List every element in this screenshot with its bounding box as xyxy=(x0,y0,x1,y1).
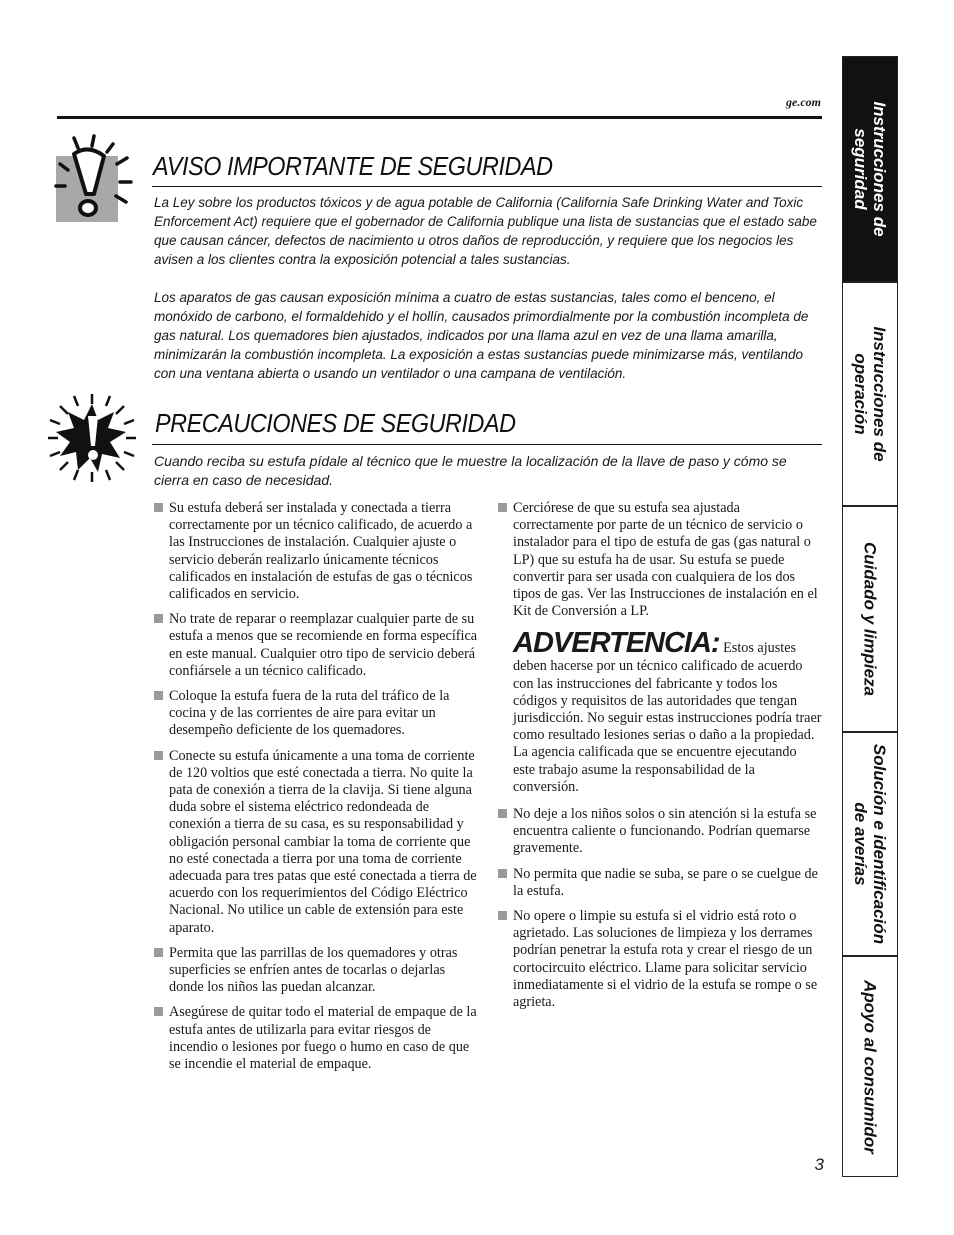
warning-block xyxy=(498,628,822,796)
warning-label: ADVERTENCIA: xyxy=(513,627,720,660)
tab-label: Solución e identificación de averías xyxy=(851,743,889,945)
list-item: Asegúrese de quitar todo el material de empaque de la estufa antes de utilizarla para evitar riesgos de incendio o lesiones por fuego o humo en caso de que se incendie el material de empaque. xyxy=(154,1004,480,1073)
tab-operating-instructions[interactable] xyxy=(842,282,898,506)
notice-paragraph-1: La Ley sobre los productos tóxicos y de agua potable de California (California Safe Drinking Water and Toxic Enforcement Act) requiere que el gobernador de California publique una lista de sustancias que el estado sabe que causan cáncer, defectos de nacimiento u otros daños de reproducción, y requiere que los negocios les avisen a los clientes contra la exposición potencial a tales sustancias. xyxy=(154,195,817,267)
list-item: Su estufa deberá ser instalada y conectada a tierra correctamente por un técnico calificado, de acuerdo a las Instrucciones de instalación. Cualquier ajuste o servicio deberán realizarlo únicamente técnicos calificados en instalación de estufas de gas o técnicos calificados en servicio. xyxy=(154,500,480,603)
section-tabs xyxy=(842,56,898,1177)
list-item: No permita que nadie se suba, se pare o se cuelgue de la estufa. xyxy=(498,866,822,900)
list-item: Cerciórese de que su estufa sea ajustada correctamente por parte de un técnico de servicio o instalador para el tipo de estufa de gas (gas natural o LP) que su estufa ha de usar. Su estufa se puede convertir para ser usada con cualquiera de los dos tipos de gas. Ver las Instrucciones de instalación en el Kit de Conversión a LP. xyxy=(498,500,822,620)
top-rule xyxy=(57,116,822,119)
page-number: 3 xyxy=(814,1155,824,1174)
list-item: Conecte su estufa únicamente a una toma de corriente de 120 voltios que esté conectada a tierra. No quite la pata de conexión a tierra de la clavija. Si tiene alguna duda sobre el sistema eléctrico redondeada de conexión a tierra de su casa, es su responsabilidad y obligación personal cambiar la toma de corriente que no esté conectada a tierra por una toma de corriente adecuada para tres patas que esté conectada a tierra de acuerdo con los requerimientos del Código Eléctrico Nacional. No utilice un cable de extensión para este aparato. xyxy=(154,748,480,937)
list-item: No opere o limpie su estufa si el vidrio está roto o agrietado. Las soluciones de limpieza y los derrames podrían penetrar la estufa rota y crear el riesgo de un cortocircuito eléctrico. Llame para solicitar servicio inmediatamente si el vidrio de la estufa se rompe o se agrieta. xyxy=(498,908,822,1011)
notice-paragraph-2: Los aparatos de gas causan exposición mínima a cuatro de estas sustancias, tales como el benceno, el monóxido de carbono, el formaldehido y el hollín, causados primordialmente por la combustión incompleta de gas natural. Los quemadores bien ajustados, indicados por una llama azul en vez de una llama amarilla, minimizarán la combustión incompleta. La exposición a estas sustancias puede minimizarse más, ventilando con una ventana abierta o usando un ventilador o una campana de ventilación. xyxy=(154,290,809,381)
site-url: ge.com xyxy=(786,95,821,109)
precautions-left-column xyxy=(154,500,480,1081)
list-item: No trate de reparar o reemplazar cualquier parte de su estufa a menos que se recomiende en forma específica en este manual. Cualquier otro tipo de servicio deberá confiársele a un técnico calificado. xyxy=(154,611,480,680)
tab-label: Apoyo al consumidor xyxy=(860,979,880,1154)
notice-title: AVISO IMPORTANTE DE SEGURIDAD xyxy=(153,151,553,181)
exclamation-burst-icon xyxy=(44,390,140,486)
list-item: Coloque la estufa fuera de la ruta del tráfico de la cocina y de las corrientes de aire para evitar un desempeño deficiente de los quemadores. xyxy=(154,688,480,740)
notice-rule xyxy=(152,186,822,187)
tab-safety-instructions[interactable] xyxy=(842,56,898,282)
list-item: No deje a los niños solos o sin atención si la estufa se encuentra caliente o funcionando. Podrían quemarse gravemente. xyxy=(498,806,822,858)
list-item: Permita que las parrillas de los quemadores y otras superficies se enfríen antes de tocarlas o dejarlas donde los niños las puedan alcanzar. xyxy=(154,945,480,997)
tab-care-cleaning[interactable] xyxy=(842,506,898,732)
precautions-rule xyxy=(152,444,822,445)
tab-label: Instrucciones de operación xyxy=(851,326,889,462)
warning-text: Estos ajustes deben hacerse por un técnico calificado de acuerdo con las instrucciones del fabricante y todos los códigos y requisitos de las autoridades que tengan jurisdicción. No seguir estas instrucciones podría traer como resultado lesiones serias o daño a la propiedad. La agencia calificada que se encuentre ejecutando este trabajo asume la responsabilidad de la conversión. xyxy=(513,640,822,795)
tab-troubleshooting[interactable] xyxy=(842,732,898,956)
precautions-title: PRECAUCIONES DE SEGURIDAD xyxy=(155,408,516,438)
tab-consumer-support[interactable] xyxy=(842,956,898,1177)
tab-label: Cuidado y limpieza xyxy=(860,542,880,696)
exclamation-warning-icon xyxy=(50,132,140,227)
precautions-intro: Cuando reciba su estufa pídale al técnico que le muestre la localización de la llave de paso y cómo se cierra en caso de necesidad. xyxy=(154,453,787,488)
tab-label: Instrucciones de seguridad xyxy=(851,101,889,237)
notice-body xyxy=(154,193,824,383)
precautions-right-column xyxy=(498,500,822,1019)
